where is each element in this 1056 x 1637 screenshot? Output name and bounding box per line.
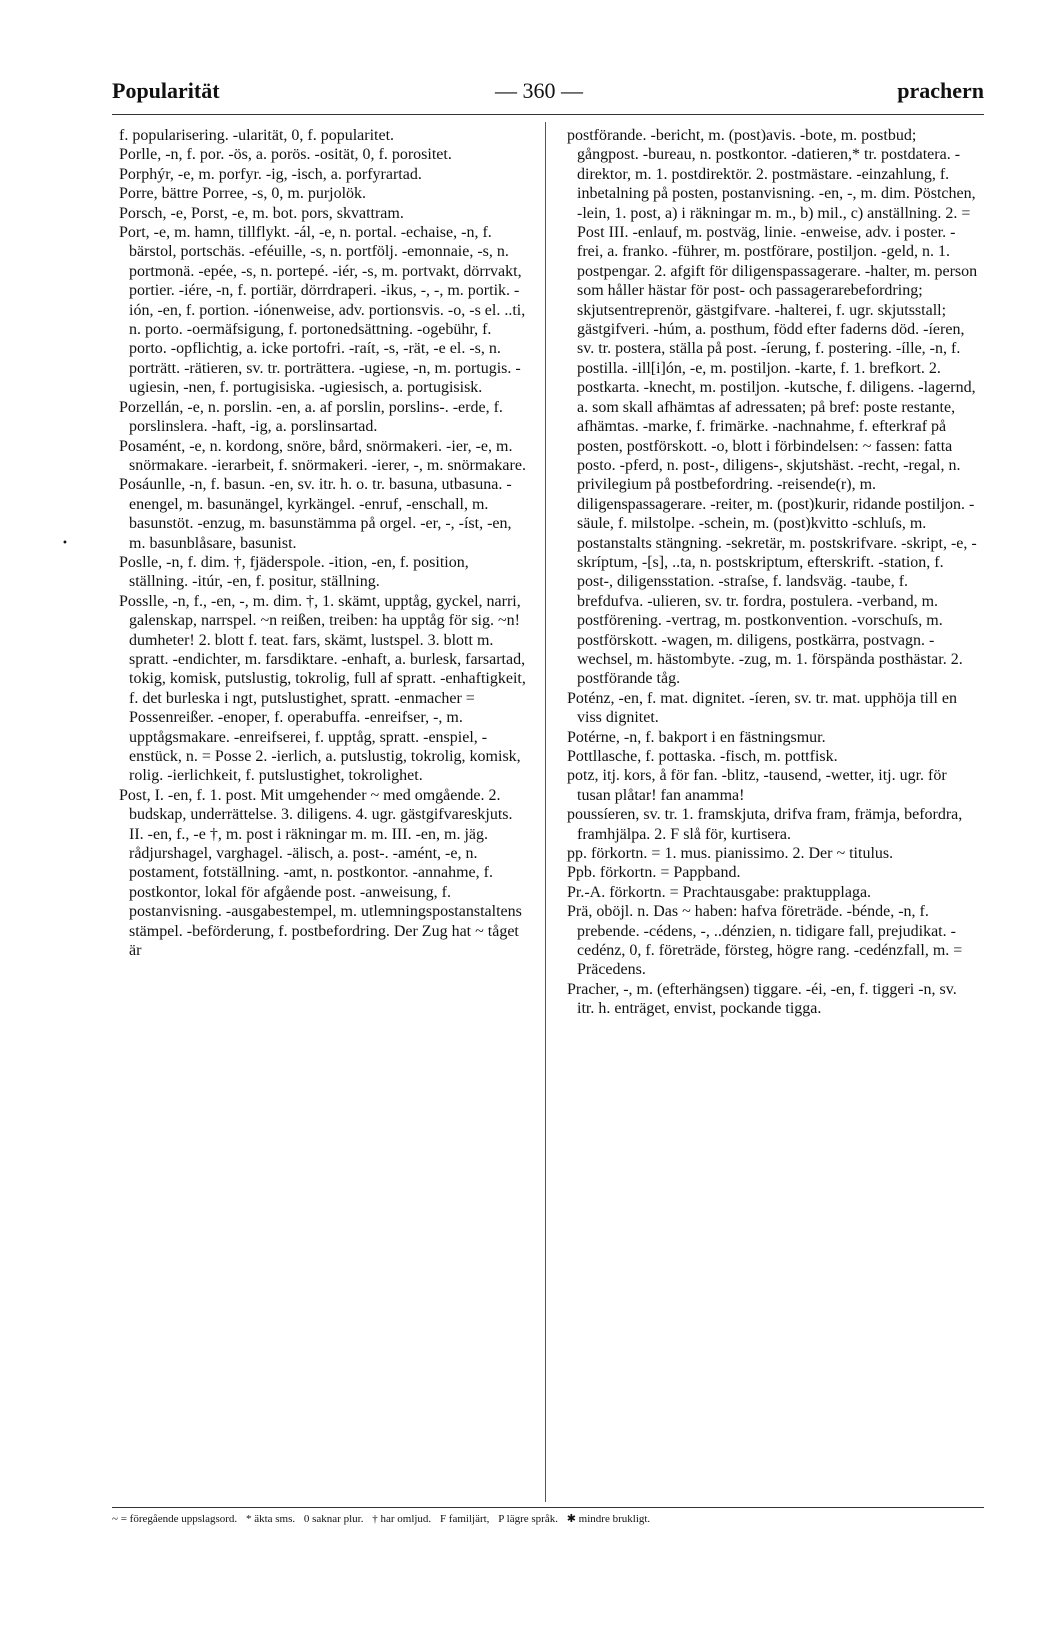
dictionary-entry: potz, itj. kors, å för fan. -blitz, -tausend, -wetter, itj. ugr. för tusan plåtar! fan anamma! bbox=[567, 767, 947, 804]
dictionary-entry: Prä, oböjl. n. Das ~ haben: hafva företräde. -bénde, -n, f. prebende. -cédens, -, ..dénzien, n. tidigare fall, prejudikat. -cedénz, 0, f. företräde, försteg, högre rang. -cedénzfall, m. = Präcedens. bbox=[567, 903, 963, 979]
dictionary-entry: Porzellán, -e, n. porslin. -en, a. af porslin, porslins-. -erde, f. porslinslera. -haft, -ig, a. porslinsartad. bbox=[119, 398, 503, 436]
dictionary-entry: Porphýr, -e, m. porfyr. -ig, -isch, a. porfyrartad. bbox=[119, 165, 422, 183]
footer-rule bbox=[112, 1507, 984, 1508]
dictionary-entry: f. popularisering. -ularität, 0, f. popularitet. bbox=[119, 127, 395, 144]
dictionary-entry: Posamént, -e, n. kordong, snöre, bård, snörmakeri. -ier, -e, m. snörmakare. -ierarbeit, f. snörmakeri. -ierer, -, m. snörmakare. bbox=[119, 437, 526, 474]
page-number: — 360 — bbox=[495, 78, 583, 103]
column-divider bbox=[545, 122, 546, 1502]
legend-item: P lägre språk. bbox=[498, 1513, 558, 1525]
dictionary-entry: Poslle, -n, f. dim. †, fjäderspole. -ition, -en, f. position, ställning. -itúr, -en, f. positur, ställning. bbox=[119, 553, 469, 591]
dictionary-entry: Posslle, -n, f., -en, -, m. dim. †, 1. skämt, upptåg, gyckel, narri, galenskap, narrspel. ~n reißen, treiben: ha upptåg för sig. ~n! dumheter! 2. blott f. teat. fars, skämt, lustspel. 3. blott m. spratt. -endichter, m. farsdiktare. -enhaft, a. burlesk, farsartad, tokig, komisk, putslustig, tokrolig, full af spratt. -enhaftigkeit, f. det burleska i ngt, putslustighet, spratt. -enmacher = Possenreißer. -enoper, f. operabuffa. -enreifser, -, m. upptågsmakare. -enreifserei, f. upptåg, spratt. -enspiel, -enstück, n. = Posse 2. -ierlich, a. putslustig, tokrolig, komisk, rolig. -ierlichkeit, f. putslustighet, tokrolighet. bbox=[119, 592, 526, 785]
dictionary-entry: Pr.-A. förkortn. = Prachtausgabe: praktupplaga. bbox=[567, 883, 872, 901]
dictionary-entry: Porlle, -n, f. por. -ös, a. porös. -osität, 0, f. porositet. bbox=[119, 146, 452, 164]
dictionary-entry: Pracher, -, m. (efterhängsen) tiggare. -éi, -en, f. tiggeri -n, sv. itr. h. enträget, envist, pockande tigga. bbox=[567, 980, 957, 1018]
dictionary-entry: Poténz, -en, f. mat. dignitet. -íeren, sv. tr. mat. upphöja till en viss dignitet. bbox=[567, 689, 957, 727]
header-last-word: prachern bbox=[897, 78, 984, 103]
margin-dot: • bbox=[62, 538, 68, 549]
left-column bbox=[119, 126, 530, 960]
dictionary-entry: Potérne, -n, f. bakport i en fästningsmur. bbox=[567, 728, 826, 746]
dictionary-entry: Posáunlle, -n, f. basun. -en, sv. itr. h. o. tr. basuna, utbasuna. -enengel, m. basunängel, kyrkängel. -enruf, -enschall, m. basunstöt. -enzug, m. basunstämma på orgel. -er, -, -íst, -en, m. basunblåsare, basunist. bbox=[119, 476, 512, 552]
header-first-word: Popularität bbox=[112, 78, 220, 103]
dictionary-entry: Porsch, -e, Porst, -e, m. bot. pors, skvattram. bbox=[119, 204, 404, 222]
page-header bbox=[112, 78, 984, 108]
abbreviation-legend bbox=[112, 1512, 984, 1525]
dictionary-entry: poussíeren, sv. tr. 1. framskjuta, drifva fram, främja, befordra, framhjälpa. 2. F slå för, kurtisera. bbox=[567, 806, 963, 843]
legend-item: ~ = föregående uppslagsord. bbox=[112, 1513, 238, 1525]
legend-item: † har omljud. bbox=[372, 1513, 432, 1525]
legend-item: 0 saknar plur. bbox=[303, 1513, 364, 1525]
dictionary-entry: pp. förkortn. = 1. mus. pianissimo. 2. Der ~ titulus. bbox=[567, 845, 894, 863]
dictionary-entry: Port, -e, m. hamn, tillflykt. -ál, -e, n. portal. -echaise, -n, f. bärstol, portschäs. -eféuille, -s, n. portfölj. -emonnaie, -s, n. portmonä. -epée, -s, n. portepé. -iér, -s, m. portvakt, dörrvakt, portier. -iére, -n, f. portiär, dörrdraperi. -ikus, -, -, m. portik. -ión, -en, f. portion. -iónenweise, adv. portionsvis. -o, -s el. ..ti, n. porto. -oermäfsigung, f. portonedsättning. -ogebühr, f. porto. -opflichtig, a. icke portofri. -raít, -s, -rät, -e el. -s, n. porträtt. -rätieren, sv. tr. porträttera. -ugiese, -n, m. portugis. -ugiesin, -nen, f. portugisiska. -ugiesisch, a. portugisisk. bbox=[119, 224, 526, 397]
header-rule bbox=[112, 114, 984, 115]
legend-item: ✱ mindre brukligt. bbox=[566, 1513, 651, 1525]
legend-item: F familjärt, bbox=[439, 1513, 490, 1525]
dictionary-entry: Ppb. förkortn. = Pappband. bbox=[567, 864, 741, 882]
dictionary-entry: Porre, bättre Porree, -s, 0, m. purjolök. bbox=[119, 185, 367, 203]
dictionary-entry: Post, I. -en, f. 1. post. Mit umgehender ~ med omgående. 2. budskap, underrättelse. 3. diligens. 4. ugr. gästgifvareskjuts. II. -en, f., -e †, m. post i räkningar m. m. III. -en, m. jäg. rådjurshagel, varghagel. -älisch, a. post-. -amént, -e, n. postament, fotställning. -amt, n. postkontor. -annahme, f. postkontor, lokal för afgående post. -anweisung, f. postanvisning. -ausgabestempel, m. utlemningspostanstaltens stämpel. -beförderung, f. postbefordring. Der Zug hat ~ tåget är bbox=[119, 786, 522, 960]
right-column bbox=[567, 126, 978, 1019]
dictionary-entry: Pottllasche, f. pottaska. -fisch, m. pottfisk. bbox=[567, 748, 838, 765]
legend-item: * äkta sms. bbox=[245, 1513, 296, 1525]
dictionary-entry: postförande. -bericht, m. (post)avis. -bote, m. postbud; gångpost. -bureau, n. postkontor. -datieren,* tr. postdatera. -direktor, m. 1. postdirektör. 2. postmästare. -einzahlung, f. inbetalning på posten, postanvisning. -en, -, m. dim. Pöstchen, -lein, 1. post, a) i räkningar m. m., b) mil., c) anställning. 2. = Post III. -enlauf, m. postväg, linie. -enweise, adv. i poster. -frei, a. franko. -führer, m. postförare, postiljon. -geld, n. 1. postpengar. 2. afgift för diligenspassagerare. -halter, m. person som håller hästar för post- och passagerarebefordring; skjutsentreprenör, gästgifvare. -halterei, f. ugr. skjutsstall; gästgifveri. -húm, a. posthum, född efter faderns död. -íeren, sv. tr. postera, ställa på post. -íerung, f. postering. -ílle, -n, f. postilla. -ill[i]ón, -e, m. postiljon. -karte, f. 1. brefkort. 2. postkarta. -knecht, m. postiljon. -kutsche, f. diligens. -lagernd, a. som skall afhämtas af adressaten; på bref: poste restante, afhämtas. -marke, f. frimärke. -nachnahme, f. efterkraf på posten, postförskott. -o, blott i förbindelsen: ~ fassen: fatta posto. -pferd, n. post-, diligens-, skjutshäst. -recht, -regal, n. privilegium på postbefordring. -reisende(r), m. diligenspassagerare. -reiter, m. (post)kurir, ridande postiljon. -säule, f. milstolpe. -schein, m. (post)kvitto -schluſs, m. postanstalts stängning. -sekretär, m. postskrifvare. -skript, -e, -skríptum, -[s], ..ta, n. postskriptum, efterskrift. -station, f. post-, diligensstation. -straſse, f. landsväg. -taube, f. brefdufva. -ulieren, sv. tr. fordra, postulera. -verband, m. postförening. -vertrag, m. postkonvention. -vorschuſs, m. postförskott. -wagen, m. diligens, postkärra, postvagn. -wechsel, m. hästombyte. -zug, m. 1. förspända posthästar. 2. postförande tåg. bbox=[567, 127, 978, 688]
